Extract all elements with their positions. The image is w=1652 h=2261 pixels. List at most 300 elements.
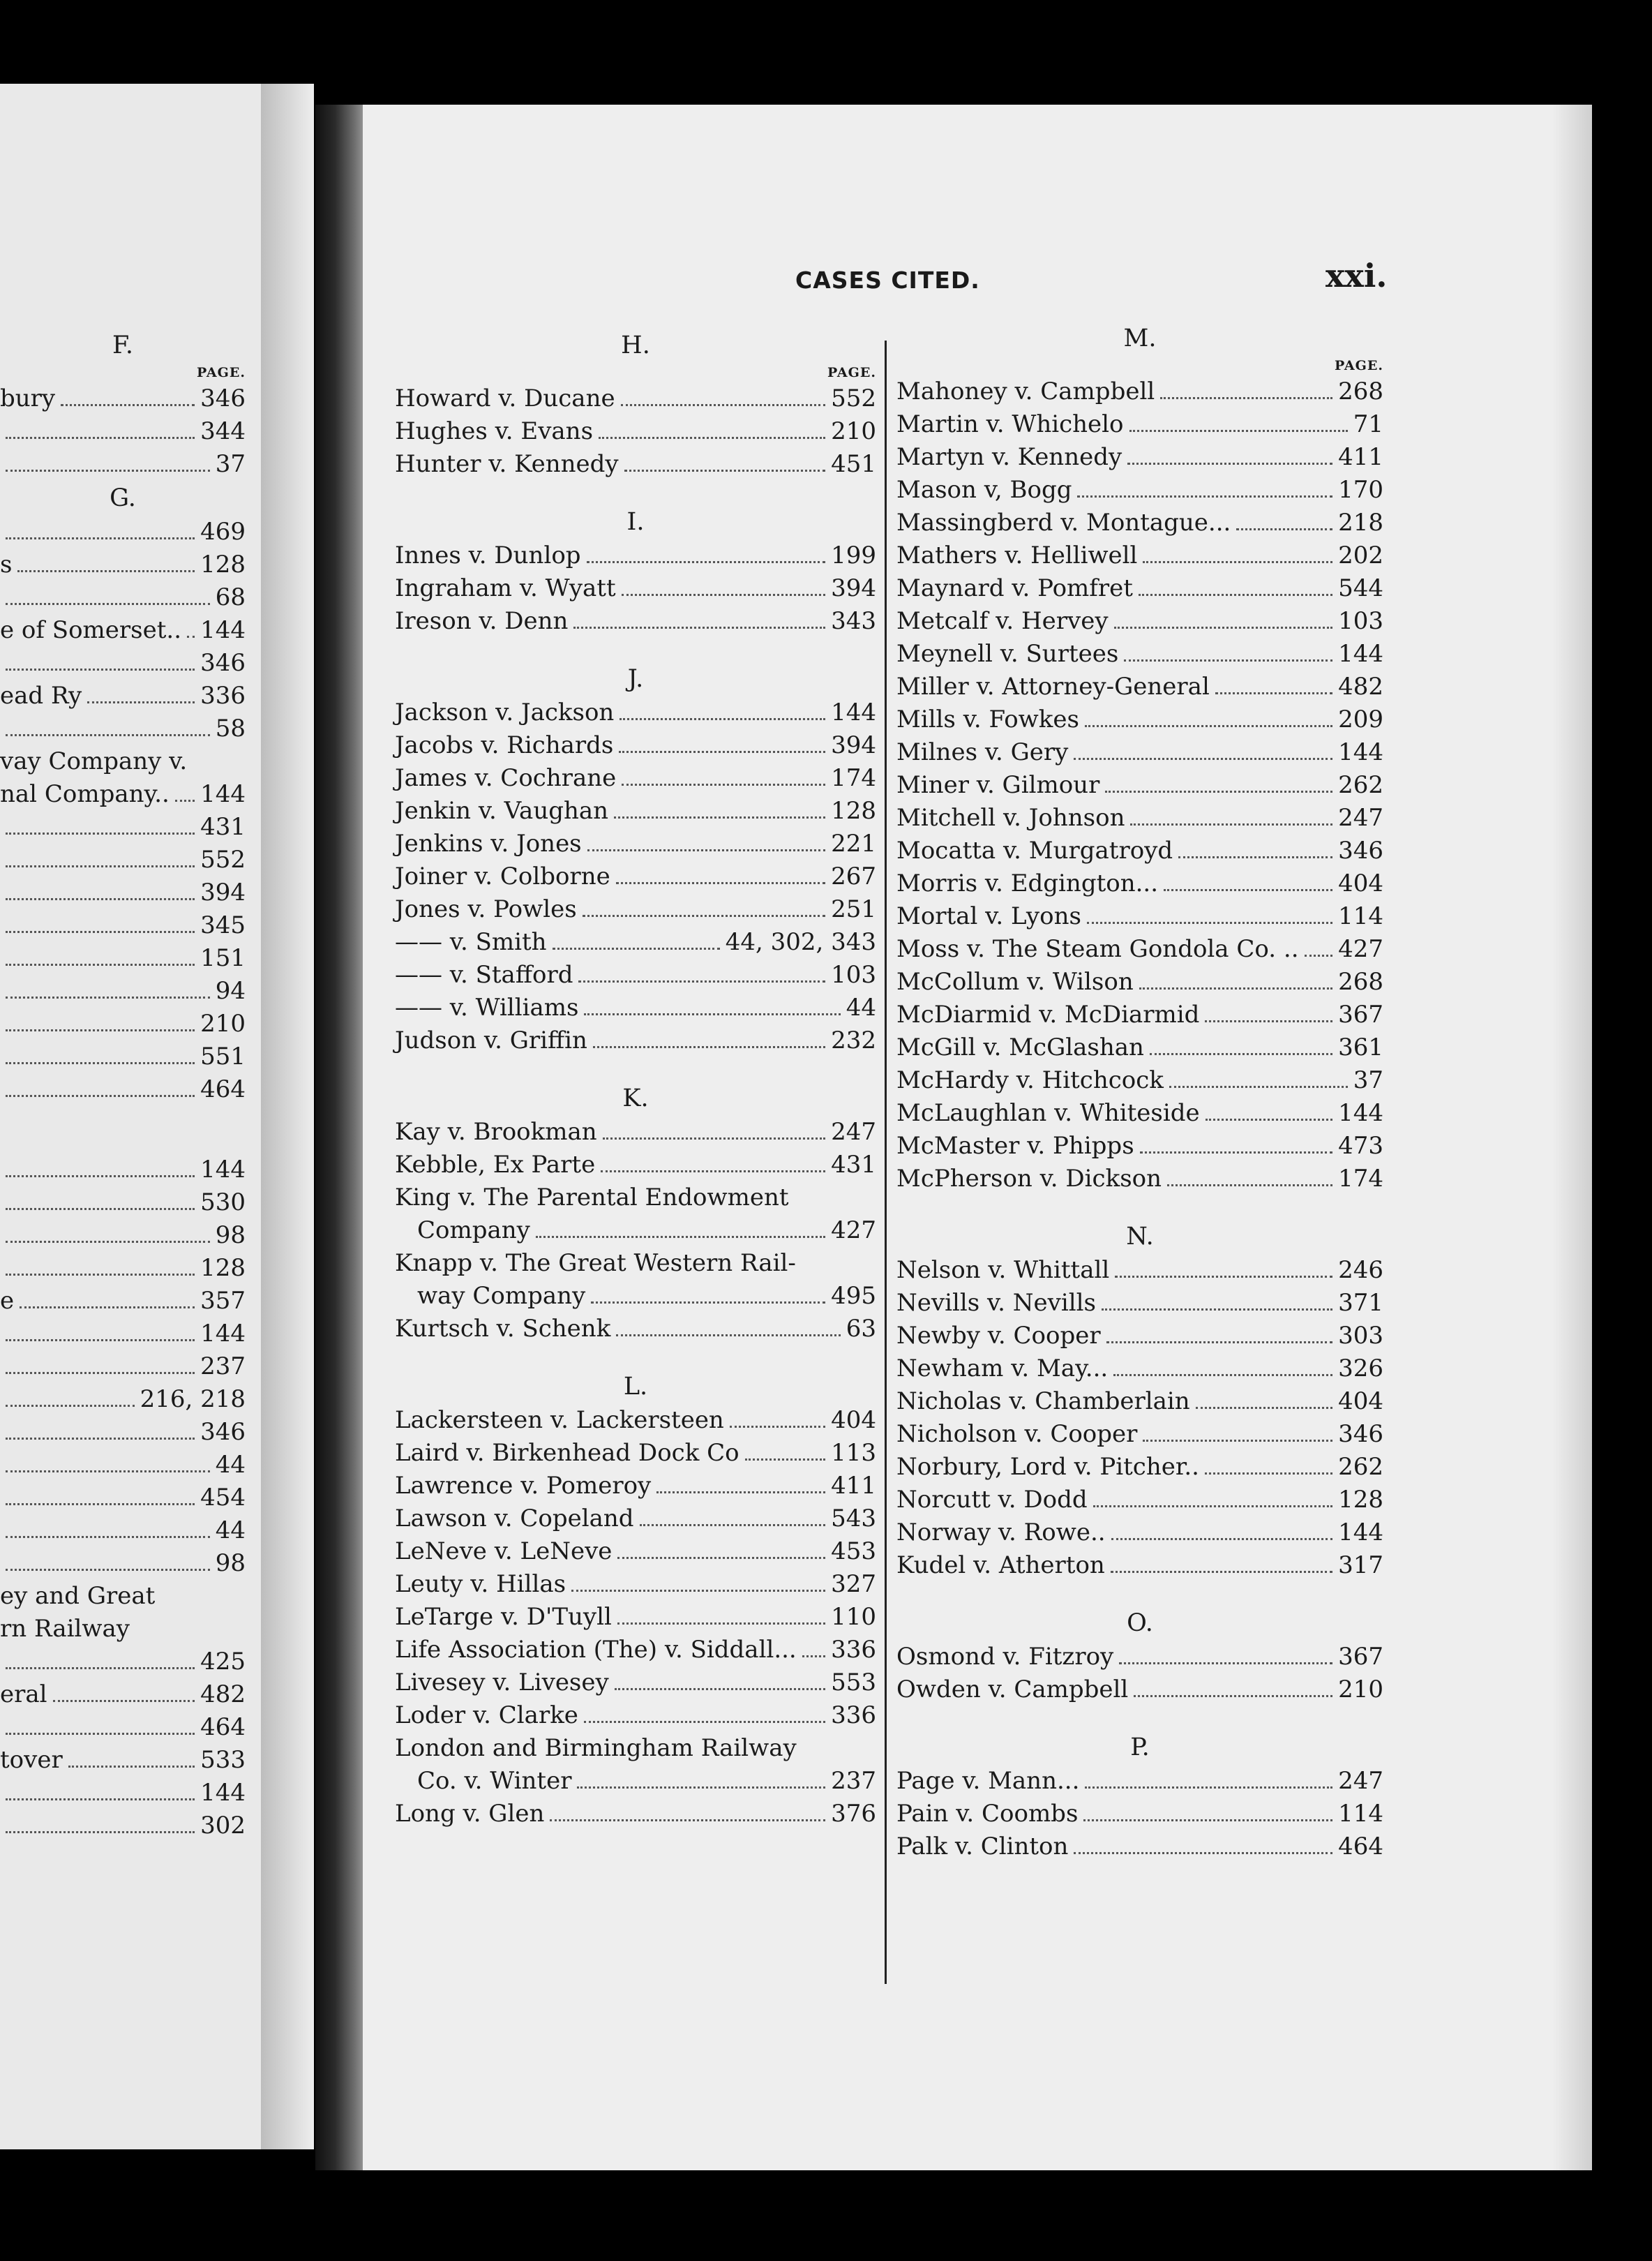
case-entry [395,1313,876,1345]
case-page: 425 [200,1648,246,1676]
dot-leader [617,1535,825,1559]
case-name: Kudel v. Atherton [896,1551,1105,1579]
case-page: 268 [1338,378,1383,405]
case-name: London and Birmingham Railway [395,1734,797,1762]
dot-leader [1139,966,1332,990]
dot-leader [6,811,195,835]
case-page: 346 [200,385,246,412]
dot-leader [599,415,825,439]
case-name: Jackson v. Jackson [395,699,615,726]
dot-leader [1169,1064,1348,1088]
dot-leader [1167,1163,1332,1186]
dot-leader [6,581,210,605]
case-entry [896,1031,1383,1064]
left-page-column [0,328,246,1842]
case-name: Laird v. Birkenhead Dock Co [395,1439,739,1467]
section-gap [0,1130,246,1154]
case-page: 210 [831,417,876,445]
case-name-fragment: ey and Great [0,1582,156,1610]
case-name: Lackersteen v. Lackersteen [395,1406,724,1434]
case-name: Maynard v. Pomfret [896,574,1133,602]
case-page: 469 [200,518,246,546]
dot-leader [1160,375,1332,399]
dot-leader [587,828,825,851]
case-page: 345 [200,911,246,939]
case-entry-fragment [0,1008,246,1040]
case-entry [896,1830,1383,1863]
dot-leader [6,448,210,472]
section-gap [395,481,876,505]
case-name: Norcutt v. Dodd [896,1486,1088,1514]
case-page: 495 [831,1282,876,1310]
case-page: 103 [1338,607,1383,635]
case-page: 553 [831,1669,876,1696]
case-page: 454 [200,1484,246,1512]
case-page: 464 [200,1075,246,1103]
dot-leader [1205,999,1332,1022]
case-entry [896,1451,1383,1484]
case-page: 551 [200,1043,246,1070]
dot-leader [6,712,210,736]
dot-leader [6,1219,210,1243]
case-page: 262 [1338,1453,1383,1481]
case-page: 303 [1338,1322,1383,1350]
case-entry-fragment [0,1040,246,1073]
dot-leader [1114,605,1333,629]
dot-leader [6,415,195,439]
dot-leader [621,382,825,406]
case-name: Massingberd v. Montague... [896,509,1231,537]
dot-leader [730,1404,825,1428]
case-entry [896,1352,1383,1385]
case-entry-fragment [0,1219,246,1252]
case-name: —— v. Smith [395,928,547,956]
case-name: —— v. Stafford [395,961,573,989]
dot-leader [1130,802,1332,826]
case-page: 98 [215,1221,246,1249]
case-entry [395,959,876,992]
case-entry-fragment [0,1809,246,1842]
case-page: 247 [1338,1767,1383,1795]
column-divider [885,341,887,1984]
case-page: 94 [215,977,246,1005]
case-entry [395,992,876,1024]
case-page: 530 [200,1188,246,1216]
case-page: 144 [1338,1099,1383,1127]
case-entry-fragment [0,876,246,909]
case-entry-fragment [0,614,246,647]
case-name-fragment: eral [0,1680,47,1708]
case-page: 71 [1353,410,1383,438]
case-page: 128 [200,1254,246,1282]
case-name: Jenkin v. Vaughan [395,797,609,825]
case-page: 247 [1338,804,1383,832]
case-name: Mathers v. Helliwell [896,542,1138,569]
dot-leader [614,795,825,819]
dot-leader [68,1744,195,1768]
dot-leader [619,729,825,753]
case-entry [395,828,876,860]
case-name: Leuty v. Hillas [395,1570,566,1598]
case-entry [395,1634,876,1666]
case-entry-fragment [0,448,246,481]
case-page: 174 [831,764,876,792]
case-page: 451 [831,450,876,478]
case-page: 427 [1338,935,1383,963]
case-name: Loder v. Clarke [395,1701,578,1729]
left-page-gutter [261,84,314,2149]
case-entry [395,893,876,926]
case-name: Moss v. The Steam Gondola Co. .. [896,935,1299,963]
dot-leader [6,1547,210,1571]
case-page: 170 [1338,476,1383,504]
dot-leader [1111,1549,1332,1573]
dot-leader [573,605,825,629]
page-column-label: PAGE. [1335,358,1383,373]
case-name: Martyn v. Kennedy [896,443,1122,471]
case-name-fragment: rn Railway [0,1615,130,1643]
case-entry-fragment [0,1482,246,1514]
case-page: 113 [831,1439,876,1467]
case-page: 114 [1338,1800,1383,1828]
case-entry [395,729,876,762]
case-page: 317 [1338,1551,1383,1579]
dot-leader [6,1040,195,1064]
case-page: 247 [831,1118,876,1146]
case-page: 533 [200,1746,246,1774]
dot-leader [6,1482,195,1505]
dot-leader [175,778,195,802]
case-name: Jones v. Powles [395,895,577,923]
case-entry [896,867,1383,900]
dot-leader [53,1678,195,1702]
case-page: 336 [831,1701,876,1729]
page-column-label: PAGE. [197,365,246,380]
case-page: 209 [1338,706,1383,733]
section-letter: F. [112,331,133,359]
dot-leader [6,1318,195,1341]
case-entry [896,441,1383,474]
case-entry-fragment [0,1613,246,1646]
case-name: Ingraham v. Wyatt [395,574,616,602]
case-name: Milnes v. Gery [896,738,1069,766]
case-page: 346 [1338,1420,1383,1448]
case-page: 144 [200,1320,246,1348]
case-page: 367 [1338,1643,1383,1671]
dot-leader [622,572,825,596]
case-entry [896,1064,1383,1097]
case-entry [896,1385,1383,1418]
case-entry-fragment [0,1252,246,1285]
dot-leader [640,1502,826,1526]
case-entry-fragment [0,1547,246,1580]
dot-leader [1164,867,1332,891]
case-name: Kebble, Ex Parte [395,1151,596,1179]
dot-leader [1139,572,1332,596]
dot-leader [6,942,195,966]
case-page: 128 [831,797,876,825]
case-entry [395,1601,876,1634]
case-name: Morris v. Edgington... [896,870,1159,897]
case-name: McCollum v. Wilson [896,968,1134,996]
case-name: Martin v. Whichelo [896,410,1124,438]
dot-leader [1115,1254,1332,1278]
dot-leader [6,1514,210,1538]
dot-leader [591,1280,825,1304]
case-entry [896,900,1383,933]
case-page: 464 [1338,1833,1383,1860]
case-page: 302 [200,1812,246,1840]
case-entry-fragment [0,581,246,614]
case-entry-fragment [0,712,246,745]
section-gap [395,1345,876,1369]
page-column-label: PAGE. [827,365,876,380]
case-entry [896,474,1383,507]
dot-leader [802,1634,825,1657]
case-entry [896,933,1383,966]
case-name: LeTarge v. D'Tuyll [395,1603,612,1631]
case-entry [896,966,1383,999]
dot-leader [1134,1673,1332,1697]
case-page: 144 [1338,738,1383,766]
case-name: Jacobs v. Richards [395,731,614,759]
dot-leader [578,959,825,983]
dot-leader [1140,1130,1332,1154]
case-page: 394 [200,879,246,906]
case-entry [395,1280,876,1313]
dot-leader [61,382,195,406]
case-name: way Company [417,1282,586,1310]
case-entry-fragment [0,745,246,778]
case-entry [896,802,1383,835]
case-page: 394 [831,574,876,602]
case-page: 376 [831,1800,876,1828]
dot-leader [6,1073,195,1097]
case-name: Nicholson v. Cooper [896,1420,1138,1448]
case-entry-fragment [0,516,246,549]
case-page: 268 [1338,968,1383,996]
section-letter: J. [627,665,644,693]
case-page: 98 [215,1549,246,1577]
case-entry [896,1320,1383,1352]
case-entry [395,1149,876,1181]
case-page: 210 [200,1010,246,1038]
case-page: 411 [1338,443,1383,471]
case-entry-fragment [0,647,246,680]
case-entry [395,1502,876,1535]
section-gap [395,638,876,662]
case-entry [395,1181,876,1214]
case-page: 144 [200,616,246,644]
dot-leader [603,1116,825,1140]
dot-leader [802,1732,871,1756]
case-page: 262 [1338,771,1383,799]
dot-leader [553,926,720,950]
case-page: 103 [831,961,876,989]
case-page: 482 [1338,673,1383,701]
case-page: 543 [831,1505,876,1532]
case-page: 144 [200,780,246,808]
dot-leader [6,1646,195,1669]
case-page: 326 [1338,1355,1383,1382]
dot-leader [6,844,195,867]
case-page: 44 [215,1451,246,1479]
case-entry [896,769,1383,802]
case-name-fragment: nal Company.. [0,780,170,808]
dot-leader [1085,1765,1332,1789]
case-entry [896,1418,1383,1451]
dot-leader [616,860,825,884]
case-entry [896,638,1383,671]
case-page: 114 [1338,902,1383,930]
case-name: McMaster v. Phipps [896,1132,1134,1160]
dot-leader [6,1154,195,1177]
case-entry [395,1535,876,1568]
case-page: 464 [200,1713,246,1741]
dot-leader [802,1247,871,1271]
case-page: 344 [200,417,246,445]
dot-leader [1083,1798,1332,1821]
section-letter: H. [621,331,650,359]
dot-leader [1196,1385,1332,1409]
dot-leader [1305,933,1333,957]
dot-leader [6,1008,195,1031]
case-page: 44 [215,1516,246,1544]
case-entry [896,408,1383,441]
dot-leader [17,549,195,572]
case-page: 427 [831,1216,876,1244]
case-name: Joiner v. Colborne [395,863,610,890]
dot-leader [187,614,195,638]
right-page-edge [1552,105,1592,2170]
case-entry [896,1641,1383,1673]
case-entry-fragment [0,1383,246,1416]
case-entry-fragment [0,1186,246,1219]
case-name-fragment: vay Company v. [0,747,188,775]
dot-leader [795,1181,871,1205]
case-name: LeNeve v. LeNeve [395,1537,613,1565]
dot-leader [6,876,195,900]
case-entry [395,448,876,481]
case-page: 404 [831,1406,876,1434]
dot-leader [1236,507,1332,530]
case-name: McLaughlan v. Whiteside [896,1099,1200,1127]
dot-leader [6,1809,195,1833]
case-entry [896,1484,1383,1516]
case-entry [395,1470,876,1502]
case-entry [896,1765,1383,1798]
case-name: Ireson v. Denn [395,607,569,635]
case-entry [395,1116,876,1149]
case-page: 482 [200,1680,246,1708]
case-entry-fragment [0,1350,246,1383]
case-entry [896,999,1383,1031]
dot-leader [745,1437,825,1461]
case-name: Metcalf v. Hervey [896,607,1109,635]
case-name-fragment: ead Ry [0,682,82,710]
case-page: 144 [200,1779,246,1807]
case-entry-fragment [0,415,246,448]
case-entry-fragment [0,549,246,581]
section-letter: K. [622,1084,649,1112]
dot-leader [1150,1031,1332,1055]
case-entry [896,1673,1383,1706]
case-name: McGill v. McGlashan [896,1034,1144,1061]
case-entry [896,1130,1383,1163]
case-entry [896,703,1383,736]
dot-leader [620,696,825,720]
section-gap [896,1582,1383,1606]
case-name: McDiarmid v. McDiarmid [896,1001,1200,1029]
case-name: Lawrence v. Pomeroy [395,1472,652,1500]
case-entry [395,1404,876,1437]
dot-leader [6,1252,195,1276]
case-entry [896,1097,1383,1130]
dot-leader [617,1601,825,1625]
case-name: Nevills v. Nevills [896,1289,1096,1317]
section-letter: M. [1123,324,1157,352]
case-entry [395,926,876,959]
case-page: 128 [1338,1486,1383,1514]
case-page: 346 [1338,837,1383,865]
dot-leader [160,1580,240,1604]
case-name: McHardy v. Hitchcock [896,1066,1164,1094]
case-page: 144 [1338,1518,1383,1546]
dot-leader [1143,539,1332,563]
case-entry [395,1437,876,1470]
case-name-fragment: e of Somerset.. [0,616,182,644]
case-entry-fragment [0,1285,246,1318]
case-entry [395,539,876,572]
case-entry [395,795,876,828]
case-page: 404 [1338,1387,1383,1415]
case-entry-fragment [0,778,246,811]
case-entry [395,1024,876,1057]
index-column-right [896,321,1383,1863]
case-page: 128 [200,551,246,579]
case-page: 453 [831,1537,876,1565]
case-entry [395,572,876,605]
case-name: Pain v. Coombs [896,1800,1079,1828]
case-entry [896,375,1383,408]
dot-leader [1077,474,1332,498]
case-page: 144 [831,699,876,726]
case-entry [395,1666,876,1699]
case-entry [395,762,876,795]
case-name: Knapp v. The Great Western Rail- [395,1249,796,1277]
case-name: Kay v. Brookman [395,1118,597,1146]
dot-leader [1129,408,1348,432]
case-entry [896,1254,1383,1287]
case-entry-fragment [0,1646,246,1678]
dot-leader [6,516,195,539]
case-page: 218 [1338,509,1383,537]
dot-leader [1105,769,1332,793]
section-gap [896,1706,1383,1730]
section-letter: L. [623,1373,648,1401]
case-name: Mocatta v. Murgatroyd [896,837,1173,865]
dot-leader [1102,1287,1332,1311]
dot-leader [6,975,210,999]
dot-leader [1106,1320,1332,1343]
case-name: Norbury, Lord v. Pitcher.. [896,1453,1199,1481]
case-name-fragment: e [0,1287,15,1315]
section-gap [896,1195,1383,1219]
section-letter: P. [1130,1733,1150,1761]
case-entry [395,860,876,893]
dot-leader [6,1711,195,1735]
dot-leader [6,1383,135,1407]
